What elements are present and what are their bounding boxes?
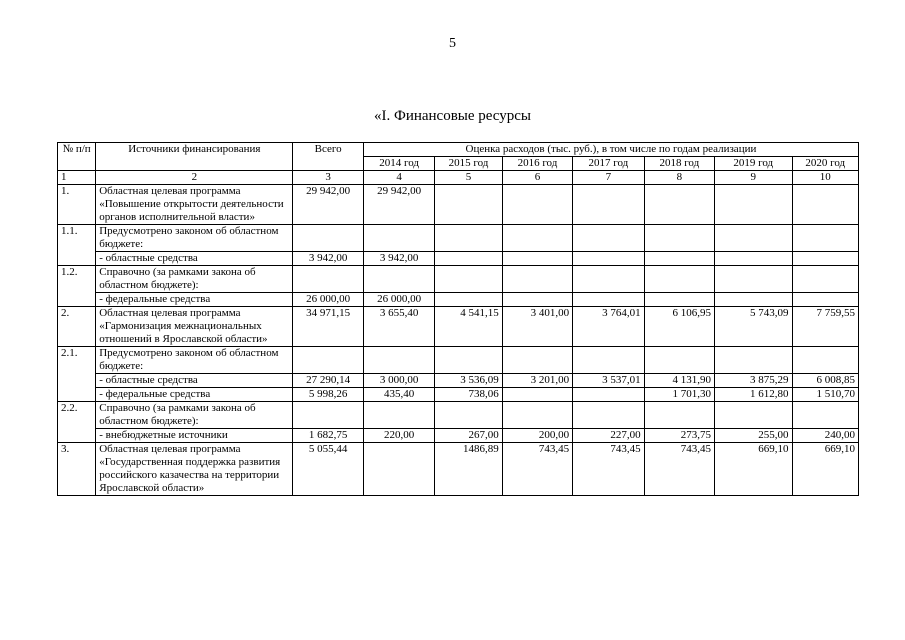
row-label: - внебюджетные источники: [96, 429, 293, 443]
year-value: [435, 185, 502, 225]
year-value: 738,06: [435, 388, 502, 402]
table-row: [58, 185, 859, 225]
year-value: [715, 225, 792, 252]
row-number: 1.: [58, 185, 96, 225]
year-value: 1486,89: [435, 443, 502, 496]
header-source: Источники финансирования: [96, 143, 293, 171]
year-value: 273,75: [644, 429, 714, 443]
row-total: 29 942,00: [293, 185, 363, 225]
year-value: [715, 347, 792, 374]
row-number: 1.2.: [58, 266, 96, 307]
year-value: [573, 225, 644, 252]
row-label: Предусмотрено законом об областном бюджете:: [96, 225, 293, 252]
year-value: [435, 293, 502, 307]
year-value: [363, 402, 434, 429]
year-value: 3 201,00: [502, 374, 572, 388]
column-number: 8: [644, 171, 714, 185]
year-value: [715, 402, 792, 429]
year-value: [363, 347, 434, 374]
row-label: - федеральные средства: [96, 388, 293, 402]
year-value: 3 537,01: [573, 374, 644, 388]
row-total: 5 055,44: [293, 443, 363, 496]
row-label: Областная целевая программа «Государственная поддержка развития российского казачества на территории Ярославской области»: [96, 443, 293, 496]
table-row: [58, 429, 859, 443]
year-value: [573, 266, 644, 293]
year-value: [644, 293, 714, 307]
year-value: [435, 347, 502, 374]
year-value: [435, 402, 502, 429]
year-value: 6 008,85: [792, 374, 858, 388]
year-value: [573, 252, 644, 266]
column-number: 1: [58, 171, 96, 185]
row-total: [293, 347, 363, 374]
table-row: [58, 374, 859, 388]
year-value: [435, 252, 502, 266]
table-row: [58, 252, 859, 266]
year-value: [502, 293, 572, 307]
year-value: [502, 402, 572, 429]
year-value: [644, 402, 714, 429]
year-value: [792, 402, 858, 429]
year-value: 227,00: [573, 429, 644, 443]
year-value: 267,00: [435, 429, 502, 443]
year-value: 435,40: [363, 388, 434, 402]
year-value: [644, 252, 714, 266]
column-number: 5: [435, 171, 502, 185]
row-total: 27 290,14: [293, 374, 363, 388]
row-number: 3.: [58, 443, 96, 496]
year-value: [644, 347, 714, 374]
year-value: 669,10: [792, 443, 858, 496]
column-number: 3: [293, 171, 363, 185]
year-value: 240,00: [792, 429, 858, 443]
table-row: [58, 225, 859, 252]
year-value: 1 612,80: [715, 388, 792, 402]
year-value: 3 000,00: [363, 374, 434, 388]
header-year: 2020 год: [792, 157, 858, 171]
year-value: [502, 266, 572, 293]
year-value: 7 759,55: [792, 307, 858, 347]
year-value: [573, 347, 644, 374]
table-row: [58, 307, 859, 347]
header-year: 2014 год: [363, 157, 434, 171]
year-value: [792, 185, 858, 225]
row-total: [293, 402, 363, 429]
row-total: [293, 266, 363, 293]
year-value: 220,00: [363, 429, 434, 443]
column-number: 6: [502, 171, 572, 185]
row-label: - областные средства: [96, 252, 293, 266]
row-number: 2.2.: [58, 402, 96, 443]
year-value: 3 942,00: [363, 252, 434, 266]
year-value: 200,00: [502, 429, 572, 443]
year-value: [792, 252, 858, 266]
column-number: 4: [363, 171, 434, 185]
row-total: 1 682,75: [293, 429, 363, 443]
column-number-row: [58, 171, 859, 185]
year-value: 3 536,09: [435, 374, 502, 388]
year-value: [502, 225, 572, 252]
row-total: 26 000,00: [293, 293, 363, 307]
year-value: [715, 266, 792, 293]
row-label: - областные средства: [96, 374, 293, 388]
header-year: 2018 год: [644, 157, 714, 171]
column-number: 10: [792, 171, 858, 185]
year-value: [792, 347, 858, 374]
year-value: 5 743,09: [715, 307, 792, 347]
year-value: [502, 347, 572, 374]
year-value: 26 000,00: [363, 293, 434, 307]
year-value: [715, 185, 792, 225]
year-value: 6 106,95: [644, 307, 714, 347]
year-value: 1 510,70: [792, 388, 858, 402]
row-label: Справочно (за рамками закона об областном бюджете):: [96, 266, 293, 293]
year-value: [502, 252, 572, 266]
year-value: [502, 388, 572, 402]
year-value: [644, 266, 714, 293]
year-value: [573, 402, 644, 429]
year-value: [792, 293, 858, 307]
year-value: [573, 185, 644, 225]
row-total: 3 942,00: [293, 252, 363, 266]
header-total: Всего: [293, 143, 363, 171]
year-value: [715, 252, 792, 266]
year-value: [502, 185, 572, 225]
row-total: [293, 225, 363, 252]
header-year: 2016 год: [502, 157, 572, 171]
year-value: 743,45: [644, 443, 714, 496]
header-year: 2019 год: [715, 157, 792, 171]
table-row: [58, 443, 859, 496]
table-row: [58, 347, 859, 374]
row-total: 5 998,26: [293, 388, 363, 402]
year-value: [435, 225, 502, 252]
row-number: 1.1.: [58, 225, 96, 266]
header-estimate: Оценка расходов (тыс. руб.), в том числе по годам реализации: [363, 143, 858, 157]
year-value: [573, 293, 644, 307]
row-label: Предусмотрено законом об областном бюджете:: [96, 347, 293, 374]
year-value: [792, 225, 858, 252]
year-value: 669,10: [715, 443, 792, 496]
year-value: 3 764,01: [573, 307, 644, 347]
year-value: 743,45: [573, 443, 644, 496]
row-label: Областная целевая программа «Повышение открытости деятельности органов исполнительной власти»: [96, 185, 293, 225]
column-number: 9: [715, 171, 792, 185]
section-title: «I. Финансовые ресурсы: [373, 108, 532, 124]
table-row: [58, 293, 859, 307]
page-number: 5: [449, 36, 456, 51]
header-year: 2015 год: [435, 157, 502, 171]
header-num: № п/п: [58, 143, 96, 171]
year-value: [363, 266, 434, 293]
column-number: 2: [96, 171, 293, 185]
year-value: [363, 443, 434, 496]
year-value: [715, 293, 792, 307]
row-total: 34 971,15: [293, 307, 363, 347]
year-value: 3 401,00: [502, 307, 572, 347]
year-value: [792, 266, 858, 293]
row-label: Справочно (за рамками закона об областном бюджете):: [96, 402, 293, 429]
table-row: [58, 388, 859, 402]
year-value: 255,00: [715, 429, 792, 443]
year-value: [363, 225, 434, 252]
table-row: [58, 266, 859, 293]
year-value: [644, 225, 714, 252]
row-label: Областная целевая программа «Гармонизация межнациональных отношений в Ярославской области»: [96, 307, 293, 347]
year-value: [644, 185, 714, 225]
column-number: 7: [573, 171, 644, 185]
year-value: 4 131,90: [644, 374, 714, 388]
header-year: 2017 год: [573, 157, 644, 171]
year-value: 4 541,15: [435, 307, 502, 347]
year-value: 29 942,00: [363, 185, 434, 225]
financial-resources-table: [57, 142, 859, 496]
row-number: 2.1.: [58, 347, 96, 402]
year-value: 3 655,40: [363, 307, 434, 347]
row-number: 2.: [58, 307, 96, 347]
table-row: [58, 402, 859, 429]
year-value: 3 875,29: [715, 374, 792, 388]
year-value: 743,45: [502, 443, 572, 496]
year-value: [435, 266, 502, 293]
year-value: 1 701,30: [644, 388, 714, 402]
row-label: - федеральные средства: [96, 293, 293, 307]
year-value: [573, 388, 644, 402]
